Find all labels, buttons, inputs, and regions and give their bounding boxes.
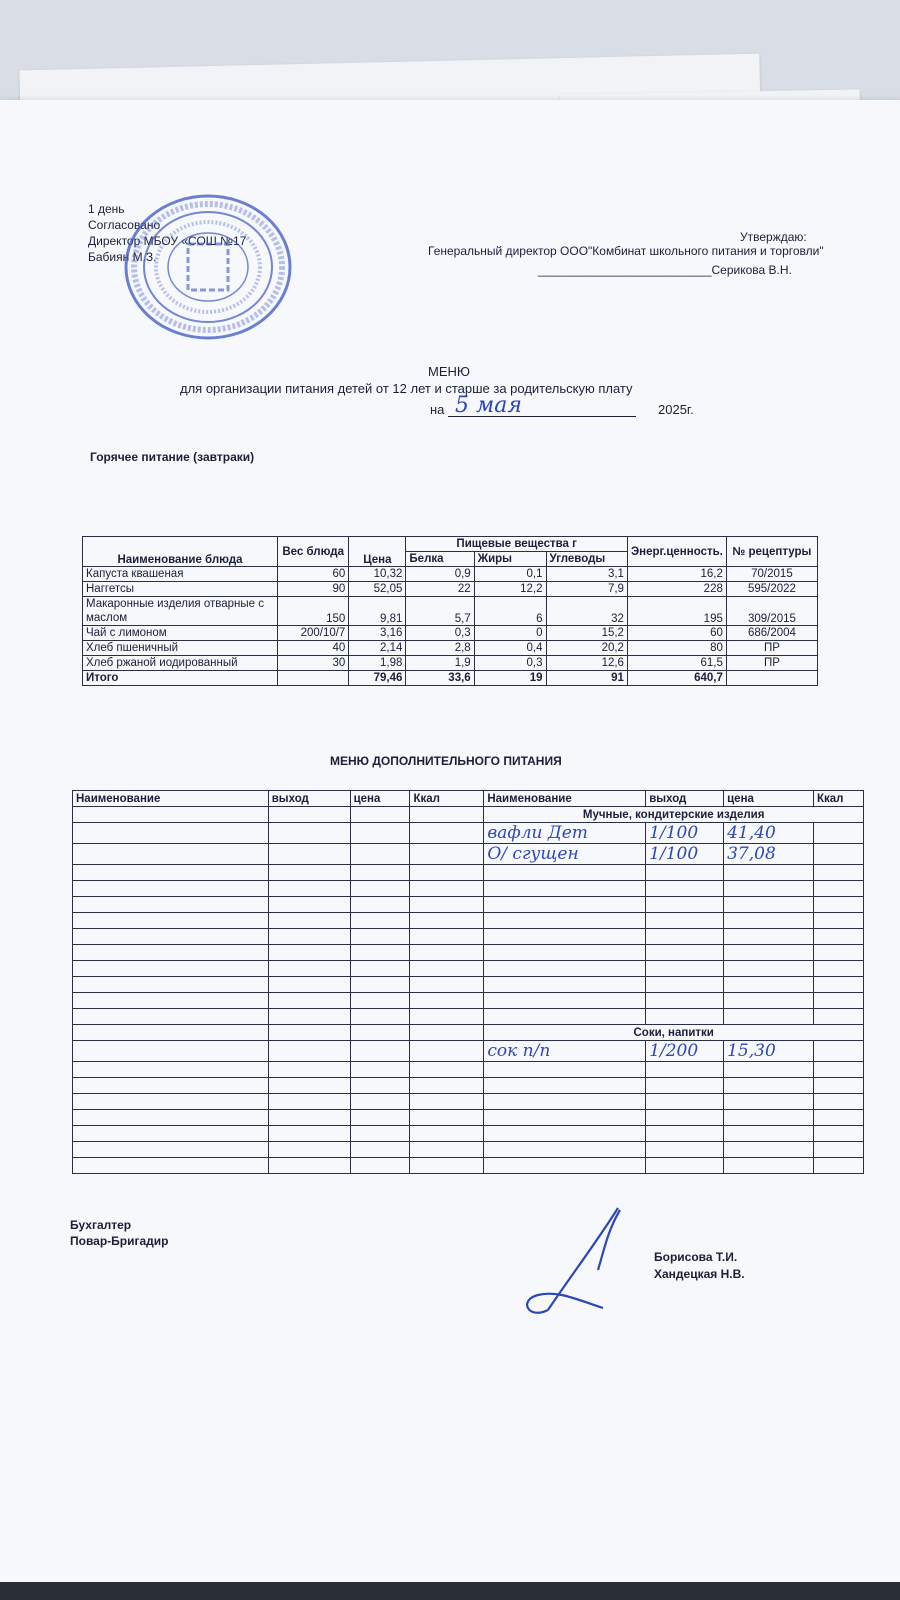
header-kcal-right: Ккал — [814, 791, 864, 807]
header-price: Цена — [349, 537, 406, 567]
dish-price: 1,98 — [349, 656, 406, 671]
table-row — [83, 626, 818, 641]
date-prefix: на — [430, 402, 445, 417]
date-year: 2025г. — [658, 402, 694, 417]
table-row — [83, 597, 818, 626]
dish-protein: 0,9 — [406, 567, 474, 582]
dish-fat: 0 — [474, 626, 546, 641]
signature — [508, 1200, 638, 1330]
director-name: Бабиян М.З. — [88, 250, 157, 264]
total-carbs: 91 — [546, 671, 627, 686]
dish-price: 52,05 — [349, 582, 406, 597]
table-row — [83, 567, 818, 582]
table-row — [83, 656, 818, 671]
dish-protein: 22 — [406, 582, 474, 597]
dish-fat: 6 — [474, 597, 546, 626]
header-yield-right: выход — [646, 791, 724, 807]
dish-name: Хлеб пшеничный — [83, 641, 278, 656]
dish-price: 10,32 — [349, 567, 406, 582]
dish-carbs: 3,1 — [546, 567, 627, 582]
table-edge — [0, 1582, 900, 1600]
dish-price: 9,81 — [349, 597, 406, 626]
dish-recipe: 686/2004 — [726, 626, 817, 641]
list-item — [73, 823, 864, 844]
dish-protein: 5,7 — [406, 597, 474, 626]
dish-name: Чай с лимоном — [83, 626, 278, 641]
director-label: Директор МБОУ «СОШ №17 — [88, 234, 247, 248]
header-energy: Энерг.ценность. — [627, 537, 726, 567]
dish-carbs: 20,2 — [546, 641, 627, 656]
dish-energy: 60 — [627, 626, 726, 641]
dish-energy: 16,2 — [627, 567, 726, 582]
menu-table — [82, 536, 818, 686]
header-name: Наименование блюда — [83, 537, 278, 567]
total-energy: 640,7 — [627, 671, 726, 686]
item-name: сок п/п — [484, 1041, 646, 1062]
item-price: 37,08 — [724, 844, 814, 865]
total-empty — [278, 671, 349, 686]
total-row — [83, 671, 818, 686]
header-name-left: Наименование — [73, 791, 269, 807]
extra-menu-title: МЕНЮ ДОПОЛНИТЕЛЬНОГО ПИТАНИЯ — [330, 754, 562, 768]
accountant-name: Борисова Т.И. — [654, 1250, 738, 1264]
dish-carbs: 12,6 — [546, 656, 627, 671]
dish-weight: 90 — [278, 582, 349, 597]
dish-protein: 2,8 — [406, 641, 474, 656]
total-price: 79,46 — [349, 671, 406, 686]
extra-menu-table — [72, 790, 864, 1174]
header-yield-left: выход — [268, 791, 350, 807]
dish-energy: 80 — [627, 641, 726, 656]
header-carbs: Углеводы — [546, 552, 627, 567]
dish-fat: 12,2 — [474, 582, 546, 597]
dish-weight: 60 — [278, 567, 349, 582]
item-yield: 1/100 — [646, 844, 724, 865]
dish-weight: 30 — [278, 656, 349, 671]
header-price-right: цена — [724, 791, 814, 807]
item-name: О/ сгущен — [484, 844, 646, 865]
dish-fat: 0,3 — [474, 656, 546, 671]
header-fat: Жиры — [474, 552, 546, 567]
list-item — [73, 1041, 864, 1062]
official-seal — [122, 192, 294, 342]
dish-energy: 228 — [627, 582, 726, 597]
agreed-label: Согласовано — [88, 218, 161, 232]
dish-name: Наггетсы — [83, 582, 278, 597]
dish-recipe: ПР — [726, 656, 817, 671]
chef-label: Повар-Бригадир — [70, 1234, 169, 1248]
dish-carbs: 7,9 — [546, 582, 627, 597]
header-kcal-left: Ккал — [410, 791, 484, 807]
dish-weight: 150 — [278, 597, 349, 626]
item-yield: 1/100 — [646, 823, 724, 844]
dish-protein: 0,3 — [406, 626, 474, 641]
dish-protein: 1,9 — [406, 656, 474, 671]
header-protein: Белка — [406, 552, 474, 567]
dish-fat: 0,1 — [474, 567, 546, 582]
dish-energy: 195 — [627, 597, 726, 626]
total-empty — [726, 671, 817, 686]
table-row — [83, 641, 818, 656]
dish-carbs: 32 — [546, 597, 627, 626]
dish-carbs: 15,2 — [546, 626, 627, 641]
dish-name: Капуста квашеная — [83, 567, 278, 582]
item-price: 15,30 — [724, 1041, 814, 1062]
header-nutrients: Пищевые вещества г — [406, 537, 628, 552]
date-handwritten: 5 мая — [455, 393, 522, 418]
group-pastry: Мучные, кондитерские изделия — [484, 807, 864, 823]
total-fat: 19 — [474, 671, 546, 686]
dish-fat: 0,4 — [474, 641, 546, 656]
header-recipe: № рецептуры — [726, 537, 817, 567]
dish-recipe: 70/2015 — [726, 567, 817, 582]
item-yield: 1/200 — [646, 1041, 724, 1062]
day-label: 1 день — [88, 202, 125, 216]
accountant-label: Бухгалтер — [70, 1218, 132, 1232]
header-price-left: цена — [350, 791, 410, 807]
dish-recipe: 595/2022 — [726, 582, 817, 597]
list-item — [73, 844, 864, 865]
section-title: Горячее питание (завтраки) — [90, 450, 255, 464]
dish-energy: 61,5 — [627, 656, 726, 671]
menu-title: МЕНЮ — [428, 364, 471, 379]
dish-weight: 40 — [278, 641, 349, 656]
menu-subtitle: для организации питания детей от 12 лет и старше за родительскую плату — [180, 381, 633, 396]
gen-director-label: Генеральный директор ООО"Комбинат школьного питания и торговли" — [428, 244, 824, 258]
item-name: вафли Дет — [484, 823, 646, 844]
header-weight: Вес блюда — [278, 537, 349, 567]
dish-recipe: 309/2015 — [726, 597, 817, 626]
dish-name: Макаронные изделия отварные с маслом — [83, 597, 278, 626]
dish-recipe: ПР — [726, 641, 817, 656]
group-drinks: Соки, напитки — [484, 1025, 864, 1041]
header-name-right: Наименование — [484, 791, 646, 807]
item-price: 41,40 — [724, 823, 814, 844]
chef-name: Хандецкая Н.В. — [654, 1267, 745, 1281]
approve-label: Утверждаю: — [740, 230, 807, 244]
dish-weight: 200/10/7 — [278, 626, 349, 641]
gen-director-name: __________________________Серикова В.Н. — [538, 263, 792, 277]
total-label: Итого — [83, 671, 278, 686]
dish-price: 3,16 — [349, 626, 406, 641]
dish-name: Хлеб ржаной иодированный — [83, 656, 278, 671]
table-row — [83, 582, 818, 597]
dish-price: 2,14 — [349, 641, 406, 656]
total-protein: 33,6 — [406, 671, 474, 686]
